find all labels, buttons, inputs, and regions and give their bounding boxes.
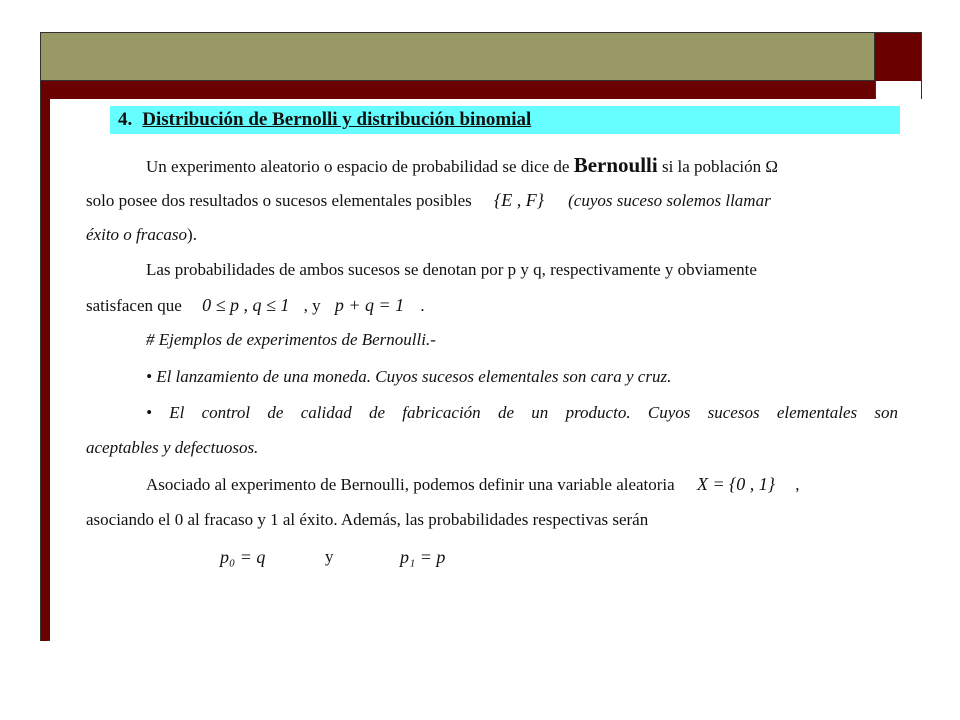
p2-start: satisfacen que <box>86 296 182 315</box>
p3-line1 <box>146 473 800 496</box>
p2-line1: Las probabilidades de ambos sucesos se denotan por p y q, respectivamente y obviamente <box>146 260 757 279</box>
p3-line2: asociando el 0 al fracaso y 1 al éxito. Además, las probabilidades respectivas serán <box>86 510 649 529</box>
formula-p1: p₁ = p <box>400 547 446 567</box>
top-decorative-band <box>41 33 875 81</box>
p2-line2 <box>86 294 425 317</box>
probability-sum-math: p + q = 1 <box>334 295 405 315</box>
p1-line2 <box>86 189 771 212</box>
example-bullet-1: • El lanzamiento de una moneda. Cuyos sucesos elementales son cara y cruz. <box>146 367 672 386</box>
section-number: 4. <box>118 109 133 130</box>
p3-text: Asociado al experimento de Bernoulli, podemos definir una variable aleatoria <box>146 475 675 494</box>
random-variable-math: X = {0 , 1} <box>696 474 775 494</box>
p2-end: . <box>420 296 425 315</box>
p1-line1 <box>146 154 778 178</box>
bernoulli-keyword: Bernoulli <box>573 153 658 177</box>
p3-comma: , <box>795 475 800 494</box>
section-heading <box>110 106 900 134</box>
formula-p0: p₀ = q <box>220 547 266 567</box>
p2-connector: , y <box>303 296 321 315</box>
p1-italic-note: (cuyos suceso solemos llamar <box>568 191 771 210</box>
p1-line3-tail: ). <box>187 225 197 244</box>
examples-heading: # Ejemplos de experimentos de Bernoulli.- <box>146 330 436 349</box>
p1-text: Un experimento aleatorio o espacio de probabilidad se dice de <box>146 157 570 176</box>
sample-space-math: {E , F} <box>494 190 544 210</box>
example-bullet-2-line2: aceptables y defectuosos. <box>86 438 259 457</box>
example-bullet-2-line1: • El control de calidad de fabricación de un producto. Cuyos sucesos elementales son <box>146 403 898 422</box>
section-title: Distribución de Bernolli y distribución binomial <box>142 109 532 130</box>
p1-tail: si la población Ω <box>661 157 778 176</box>
left-decorative-strip <box>41 81 47 641</box>
p1-line2-text: solo posee dos resultados o sucesos elementales posibles <box>86 191 472 210</box>
corner-white-block <box>875 81 921 99</box>
formula-connector: y <box>325 547 334 566</box>
p1-italic-success: éxito o fracaso <box>86 225 188 244</box>
p1-line3 <box>86 224 197 246</box>
top-right-square <box>875 33 921 81</box>
probability-bounds-math: 0 ≤ p , q ≤ 1 <box>202 295 290 315</box>
